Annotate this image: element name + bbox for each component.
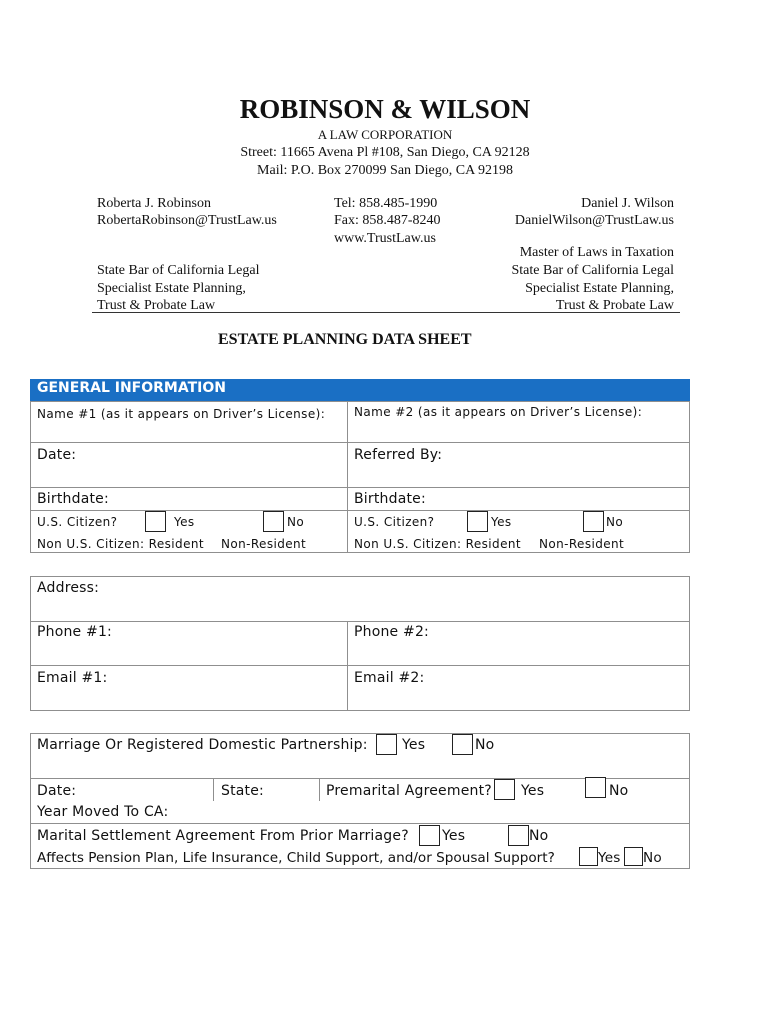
settlement-yes-checkbox[interactable] <box>419 825 440 846</box>
us-citizen-yes-checkbox[interactable] <box>145 511 166 532</box>
email1-field-label[interactable]: Email #1: <box>37 670 108 686</box>
firm-mail-address: Mail: P.O. Box 270099 San Diego, CA 92198 <box>257 163 513 178</box>
column-divider <box>319 778 320 801</box>
row-divider <box>30 487 690 488</box>
settlement-no-label: No <box>529 828 549 844</box>
marriage-state-field-label[interactable]: State: <box>221 783 264 799</box>
attorney-right-cert-2: Specialist Estate Planning, <box>525 281 674 296</box>
column-divider <box>347 401 348 553</box>
attorney-left-name: Roberta J. Robinson <box>97 196 211 211</box>
column-divider <box>347 621 348 711</box>
name1-field-label[interactable]: Name #1 (as it appears on Driver’s License): <box>37 407 326 421</box>
non-citizen-resident-label[interactable]: Non U.S. Citizen: Resident <box>354 537 521 551</box>
column-divider <box>213 778 214 801</box>
page-title: ESTATE PLANNING DATA SHEET <box>218 331 472 348</box>
attorney-left-cert-3: Trust & Probate Law <box>97 298 216 313</box>
us-citizen-no-checkbox[interactable] <box>263 511 284 532</box>
attorney-right-cert-3: Trust & Probate Law <box>555 298 674 313</box>
affects-no-label: No <box>643 850 662 866</box>
firm-name: ROBINSON & WILSON <box>239 94 531 124</box>
non-resident-label[interactable]: Non-Resident <box>539 537 625 551</box>
attorney-left-email: RobertaRobinson@TrustLaw.us <box>97 213 277 228</box>
letterhead-divider <box>92 312 680 313</box>
row-divider <box>30 621 690 622</box>
affects-no-checkbox[interactable] <box>624 847 643 866</box>
name2-field-label[interactable]: Name #2 (as it appears on Driver’s License): <box>354 405 643 419</box>
marriage-no-checkbox[interactable] <box>452 734 473 755</box>
attorney-left-cert-2: Specialist Estate Planning, <box>97 281 246 296</box>
firm-street-address: Street: 11665 Avena Pl #108, San Diego, CA 92128 <box>240 145 530 160</box>
non-citizen-resident-label[interactable]: Non U.S. Citizen: Resident <box>37 537 204 551</box>
marriage-no-label: No <box>475 737 495 753</box>
year-moved-field-label[interactable]: Year Moved To CA: <box>37 804 169 820</box>
row-divider <box>30 665 690 666</box>
non-resident-label[interactable]: Non-Resident <box>221 537 307 551</box>
us-citizen-no-label: No <box>287 515 305 529</box>
affects-support-label: Affects Pension Plan, Life Insurance, Child Support, and/or Spousal Support? <box>37 850 555 866</box>
marriage-question-label: Marriage Or Registered Domestic Partnership: <box>37 737 368 753</box>
birthdate1-field-label[interactable]: Birthdate: <box>37 491 109 507</box>
email2-field-label[interactable]: Email #2: <box>354 670 425 686</box>
marriage-yes-checkbox[interactable] <box>376 734 397 755</box>
affects-yes-checkbox[interactable] <box>579 847 598 866</box>
address-field-label[interactable]: Address: <box>37 580 100 596</box>
referred-by-field-label[interactable]: Referred By: <box>354 447 443 463</box>
us-citizen-label: U.S. Citizen? <box>354 515 435 529</box>
attorney-right-email: DanielWilson@TrustLaw.us <box>514 213 674 228</box>
birthdate2-field-label[interactable]: Birthdate: <box>354 491 426 507</box>
us-citizen-no-label: No <box>606 515 624 529</box>
attorney-left-cert-1: State Bar of California Legal <box>97 263 260 278</box>
settlement-agreement-label: Marital Settlement Agreement From Prior Marriage? <box>37 828 409 844</box>
marriage-date-field-label[interactable]: Date: <box>37 783 77 799</box>
us-citizen-yes-checkbox[interactable] <box>467 511 488 532</box>
settlement-yes-label: Yes <box>442 828 466 844</box>
premarital-no-checkbox[interactable] <box>585 777 606 798</box>
firm-telephone: Tel: 858.485-1990 <box>334 196 438 211</box>
firm-fax: Fax: 858.487-8240 <box>334 213 441 228</box>
phone1-field-label[interactable]: Phone #1: <box>37 624 112 640</box>
marriage-yes-label: Yes <box>402 737 426 753</box>
attorney-right-cert-0: Master of Laws in Taxation <box>519 245 674 260</box>
settlement-no-checkbox[interactable] <box>508 825 529 846</box>
section-header-general-information: GENERAL INFORMATION <box>37 380 226 396</box>
premarital-yes-checkbox[interactable] <box>494 779 515 800</box>
attorney-right-name: Daniel J. Wilson <box>581 196 674 211</box>
us-citizen-yes-label: Yes <box>491 515 512 529</box>
firm-website: www.TrustLaw.us <box>334 231 436 246</box>
contact-table <box>30 576 690 711</box>
row-divider <box>30 823 690 824</box>
premarital-no-label: No <box>609 783 629 799</box>
us-citizen-yes-label: Yes <box>174 515 195 529</box>
attorney-right-cert-1: State Bar of California Legal <box>511 263 674 278</box>
row-divider <box>30 442 690 443</box>
us-citizen-label: U.S. Citizen? <box>37 515 118 529</box>
date-field-label[interactable]: Date: <box>37 447 77 463</box>
phone2-field-label[interactable]: Phone #2: <box>354 624 429 640</box>
firm-corporation: A LAW CORPORATION <box>317 127 453 142</box>
premarital-yes-label: Yes <box>521 783 545 799</box>
us-citizen-no-checkbox[interactable] <box>583 511 604 532</box>
affects-yes-label: Yes <box>598 850 621 866</box>
premarital-agreement-label: Premarital Agreement? <box>326 783 492 799</box>
